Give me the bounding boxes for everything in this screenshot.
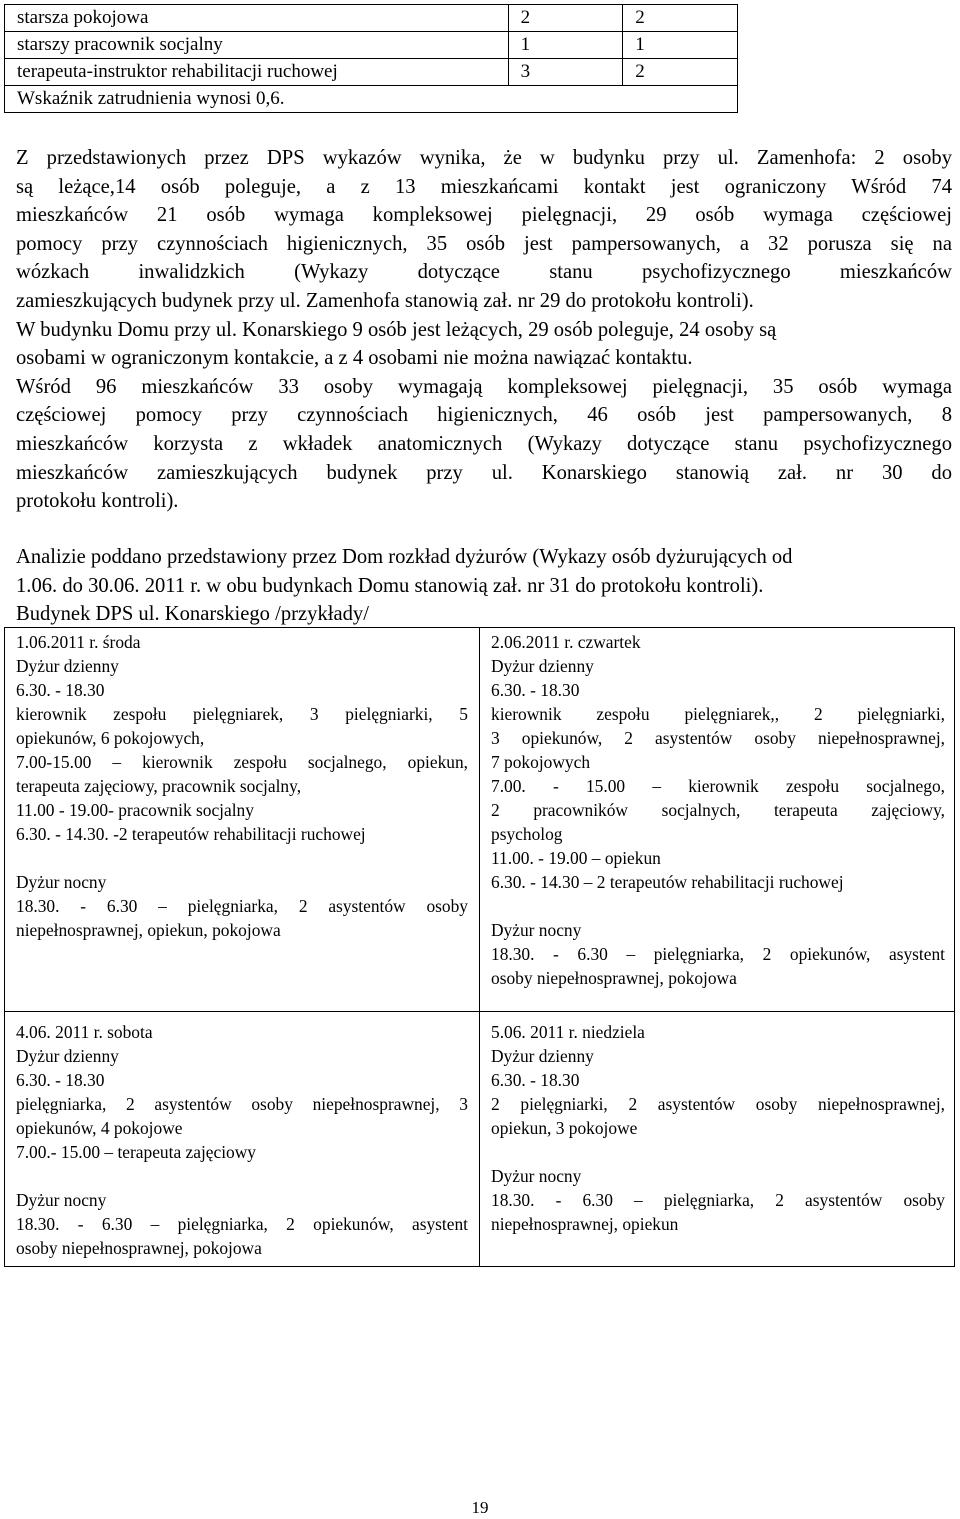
night-duty-label: Dyżur nocny (491, 920, 582, 940)
duty-line: niepełnosprawnej, opiekun, pokojowa (16, 920, 281, 940)
schedule-date: 5.06. 2011 r. niedziela (491, 1022, 645, 1042)
staff-count-b: 2 (623, 59, 738, 86)
schedule-date: 1.06.2011 r. środa (16, 632, 141, 652)
duty-line: 3 opiekunów, 2 asystentów osoby niepełnosprawnej, (491, 728, 945, 748)
duty-line: 18.30. - 6.30 – pielęgniarka, 2 asystentów osoby (491, 1190, 945, 1210)
day-duty-hours: 6.30. - 18.30 (16, 1070, 105, 1090)
duty-line: kierownik zespołu pielęgniarek, 3 pielęgniarki, 5 (16, 704, 468, 724)
staff-role: starszy pracownik socjalny (5, 32, 509, 59)
staff-role: starsza pokojowa (5, 5, 509, 32)
night-duty-label: Dyżur nocny (491, 1166, 582, 1186)
duty-line: 11.00 - 19.00- pracownik socjalny (16, 800, 254, 820)
paragraph-line: Wśród 96 mieszkańców 33 osoby wymagają kompleksowej pielęgnacji, 35 osób wymaga (16, 375, 952, 398)
duty-line: 18.30. - 6.30 – pielęgniarka, 2 asystentów osoby (16, 896, 468, 916)
day-duty-label: Dyżur dzienny (491, 656, 594, 676)
day-duty-hours: 6.30. - 18.30 (491, 680, 580, 700)
day-duty-label: Dyżur dzienny (16, 1046, 119, 1066)
staff-table (4, 4, 738, 113)
staff-count-b: 1 (623, 32, 738, 59)
day-duty-hours: 6.30. - 18.30 (16, 680, 105, 700)
duty-line: 7.00. - 15.00 – kierownik zespołu socjalnego, (491, 776, 945, 796)
table-row (5, 5, 738, 32)
table-row (5, 32, 738, 59)
paragraph-line: Analizie poddano przedstawiony przez Dom rozkład dyżurów (Wykazy osób dyżurujących od (16, 546, 793, 568)
staff-count-b: 2 (623, 5, 738, 32)
duty-line: 6.30. - 14.30 – 2 terapeutów rehabilitacji ruchowej (491, 872, 844, 892)
night-duty-label: Dyżur nocny (16, 872, 107, 892)
schedule-date: 4.06. 2011 r. sobota (16, 1022, 153, 1042)
schedule-cell-saturday (16, 1020, 468, 1260)
schedule-date: 2.06.2011 r. czwartek (491, 632, 641, 652)
staff-count-a: 1 (508, 32, 623, 59)
duty-line: opiekunów, 4 pokojowe (16, 1118, 183, 1138)
table-row (5, 59, 738, 86)
duty-schedule-table (4, 627, 955, 1267)
duty-line: osoby niepełnosprawnej, pokojowa (491, 968, 737, 988)
employment-indicator: Wskaźnik zatrudnienia wynosi 0,6. (5, 86, 738, 113)
duty-line: psycholog (491, 824, 563, 844)
schedule-intro-paragraph (16, 543, 952, 629)
inspection-paragraph (16, 144, 952, 516)
paragraph-line: W budynku Domu przy ul. Konarskiego 9 osób jest leżących, 29 osób poleguje, 24 osoby są (16, 318, 777, 341)
schedule-cell-sunday (491, 1020, 945, 1236)
staff-count-a: 2 (508, 5, 623, 32)
duty-line: 6.30. - 14.30. -2 terapeutów rehabilitacji ruchowej (16, 824, 366, 844)
paragraph-line: są leżące,14 osób poleguje, a z 13 mieszkańcami kontakt jest ograniczony Wśród 74 (16, 175, 952, 198)
duty-line: 18.30. - 6.30 – pielęgniarka, 2 opiekunów, asystent (16, 1214, 468, 1234)
duty-line: 7.00.- 15.00 – terapeuta zajęciowy (16, 1142, 256, 1162)
day-duty-label: Dyżur dzienny (16, 656, 119, 676)
duty-line: 18.30. - 6.30 – pielęgniarka, 2 opiekunów, asystent (491, 944, 945, 964)
paragraph-line: protokołu kontroli). (16, 490, 179, 513)
column-divider (479, 628, 480, 1266)
paragraph-line: częściowej pomocy przy czynnościach higienicznych, 46 osób jest pampersowanych, 8 (16, 404, 952, 427)
day-duty-label: Dyżur dzienny (491, 1046, 594, 1066)
duty-line: opiekun, 3 pokojowe (491, 1118, 638, 1138)
duty-line: 2 pielęgniarki, 2 asystentów osoby niepełnosprawnej, (491, 1094, 945, 1114)
duty-line: terapeuta zajęciowy, pracownik socjalny, (16, 776, 302, 796)
row-divider (5, 1011, 954, 1012)
schedule-cell-wednesday (16, 630, 468, 942)
night-duty-label: Dyżur nocny (16, 1190, 107, 1210)
paragraph-line: osobami w ograniczonym kontakcie, a z 4 osobami nie można nawiązać kontaktu. (16, 347, 693, 370)
duty-line: kierownik zespołu pielęgniarek,, 2 pielęgniarki, (491, 704, 945, 724)
duty-line: niepełnosprawnej, opiekun (491, 1214, 679, 1234)
paragraph-line: pomocy przy czynnościach higienicznych, 35 osób jest pampersowanych, a 32 porusza się na (16, 232, 952, 255)
paragraph-line: mieszkańców zamieszkujących budynek przy ul. Konarskiego stanowią zał. nr 30 do (16, 461, 952, 484)
staff-role: terapeuta-instruktor rehabilitacji ruchowej (5, 59, 509, 86)
duty-line: 11.00. - 19.00 – opiekun (491, 848, 661, 868)
duty-line: pielęgniarka, 2 asystentów osoby niepełnosprawnej, 3 (16, 1094, 468, 1114)
paragraph-line: Budynek DPS ul. Konarskiego /przykłady/ (16, 603, 369, 626)
day-duty-hours: 6.30. - 18.30 (491, 1070, 580, 1090)
page-number: 19 (471, 1498, 489, 1517)
paragraph-line: mieszkańców korzysta z wkładek anatomicznych (Wykazy dotyczące stanu psychofizycznego (16, 432, 952, 455)
paragraph-line: Z przedstawionych przez DPS wykazów wynika, że w budynku przy ul. Zamenhofa: 2 osoby (16, 147, 952, 169)
paragraph-line: 1.06. do 30.06. 2011 r. w obu budynkach Domu stanowią zał. nr 31 do protokołu kontroli). (16, 574, 764, 597)
paragraph-line: mieszkańców 21 osób wymaga kompleksowej pielęgnacji, 29 osób wymaga częściowej (16, 204, 952, 227)
duty-line: 2 pracowników socjalnych, terapeuta zajęciowy, (491, 800, 945, 820)
duty-line: osoby niepełnosprawnej, pokojowa (16, 1238, 262, 1258)
duty-line: opiekunów, 6 pokojowych, (16, 728, 205, 748)
table-row (5, 86, 738, 113)
paragraph-line: wózkach inwalidzkich (Wykazy dotyczące stanu psychofizycznego mieszkańców (16, 261, 952, 284)
paragraph-line: zamieszkujących budynek przy ul. Zamenhofa stanowią zał. nr 29 do protokołu kontroli). (16, 289, 754, 312)
schedule-cell-thursday (491, 630, 945, 990)
duty-line: 7.00-15.00 – kierownik zespołu socjalnego, opiekun, (16, 752, 468, 772)
staff-count-a: 3 (508, 59, 623, 86)
duty-line: 7 pokojowych (491, 752, 591, 772)
